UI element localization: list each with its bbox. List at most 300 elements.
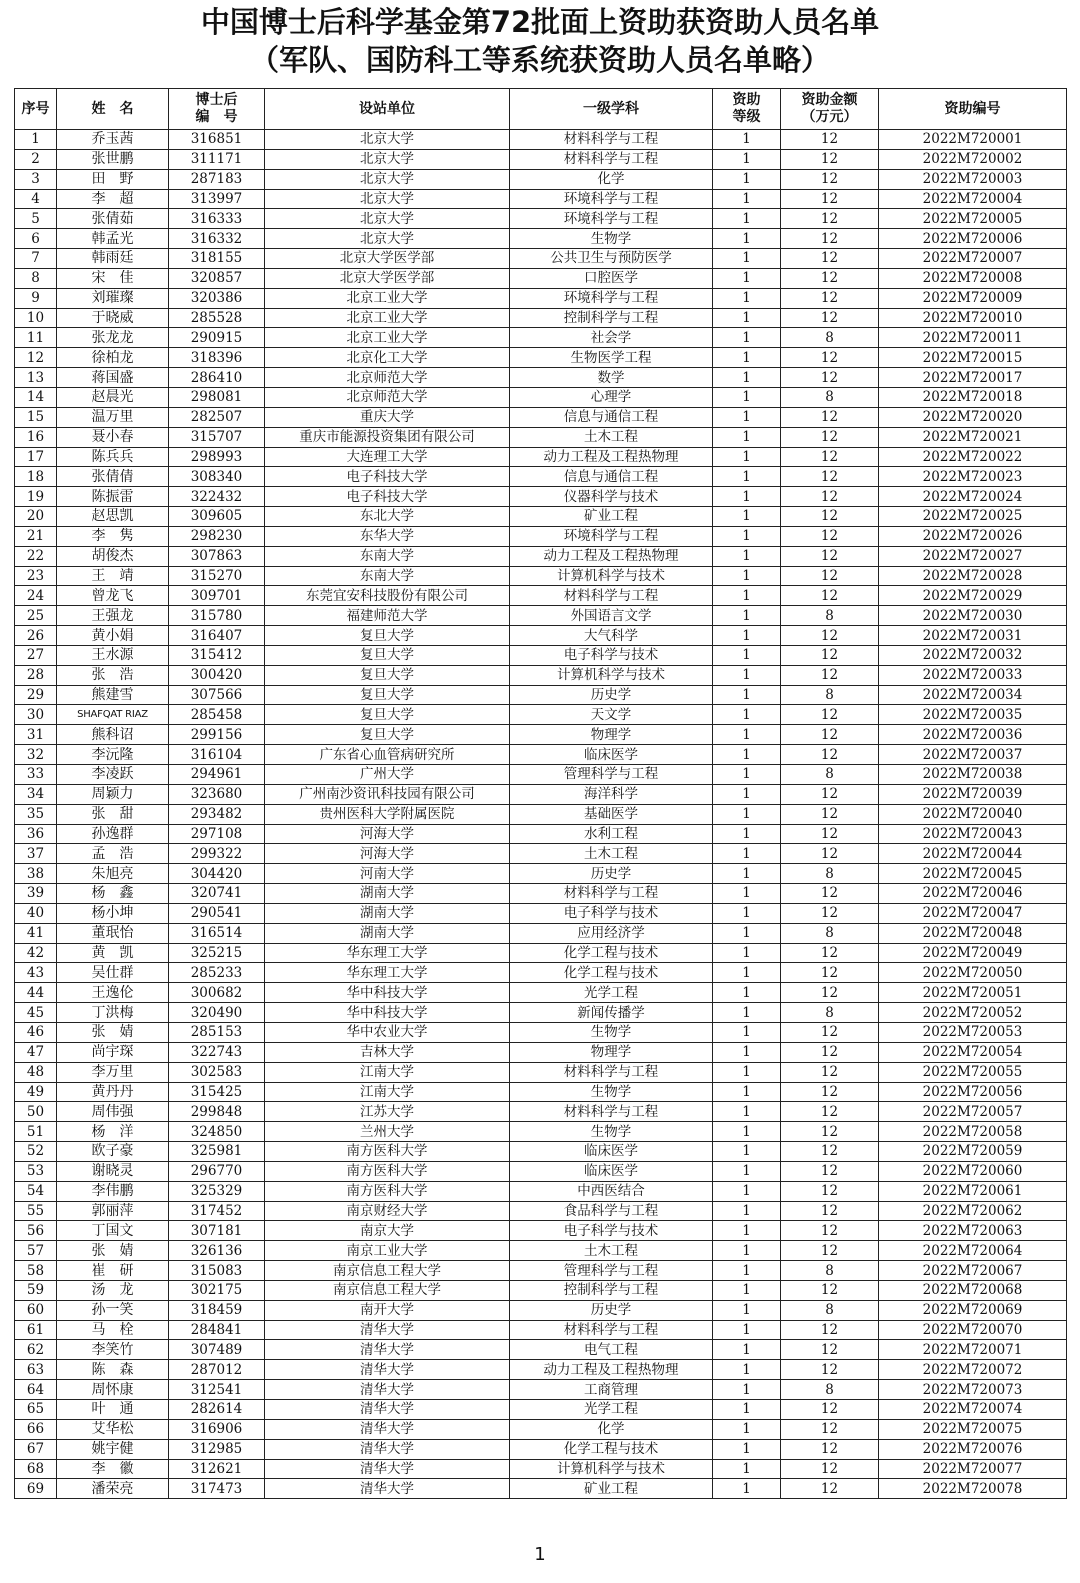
table-row [15, 923, 1067, 943]
cell-postdoc-id: 300420 [169, 665, 265, 685]
cell-amount: 12 [781, 1062, 879, 1082]
cell-grade: 1 [713, 268, 781, 288]
table-row [15, 1459, 1067, 1479]
cell-postdoc-id: 284841 [169, 1320, 265, 1340]
table-row [15, 725, 1067, 745]
cell-amount: 12 [781, 348, 879, 368]
cell-grant-no: 2022M720045 [879, 864, 1067, 884]
cell-grant-no: 2022M720077 [879, 1459, 1067, 1479]
table-row [15, 765, 1067, 785]
header-grant-no: 资助编号 [879, 89, 1067, 130]
cell-grade: 1 [713, 467, 781, 487]
cell-grade: 1 [713, 487, 781, 507]
cell-name: 赵思凯 [57, 507, 169, 527]
cell-discipline: 临床医学 [510, 745, 713, 765]
cell-postdoc-id: 315270 [169, 566, 265, 586]
cell-amount: 12 [781, 705, 879, 725]
cell-name: 王 靖 [57, 566, 169, 586]
cell-name: 王强龙 [57, 606, 169, 626]
cell-grant-no: 2022M720018 [879, 387, 1067, 407]
cell-postdoc-id: 318396 [169, 348, 265, 368]
cell-seq: 23 [15, 566, 57, 586]
cell-postdoc-id: 323680 [169, 784, 265, 804]
table-row [15, 1142, 1067, 1162]
cell-unit: 复旦大学 [265, 705, 510, 725]
cell-grade: 1 [713, 745, 781, 765]
cell-grant-no: 2022M720025 [879, 507, 1067, 527]
cell-grant-no: 2022M720040 [879, 804, 1067, 824]
cell-name: 李万里 [57, 1062, 169, 1082]
cell-name: 吴仕群 [57, 963, 169, 983]
cell-grade: 1 [713, 1003, 781, 1023]
cell-amount: 12 [781, 1241, 879, 1261]
table-row [15, 1280, 1067, 1300]
cell-seq: 59 [15, 1280, 57, 1300]
cell-seq: 26 [15, 626, 57, 646]
cell-seq: 66 [15, 1419, 57, 1439]
cell-unit: 南方医科大学 [265, 1181, 510, 1201]
cell-postdoc-id: 325981 [169, 1142, 265, 1162]
cell-postdoc-id: 302175 [169, 1280, 265, 1300]
cell-discipline: 生物学 [510, 1022, 713, 1042]
cell-name: 董珉怡 [57, 923, 169, 943]
cell-postdoc-id: 285233 [169, 963, 265, 983]
table-row [15, 1300, 1067, 1320]
cell-amount: 12 [781, 407, 879, 427]
cell-postdoc-id: 316407 [169, 626, 265, 646]
cell-grade: 1 [713, 923, 781, 943]
header-postdoc-id: 博士后 编 号 [169, 89, 265, 130]
cell-discipline: 控制科学与工程 [510, 308, 713, 328]
cell-grade: 1 [713, 586, 781, 606]
cell-discipline: 化学工程与技术 [510, 963, 713, 983]
cell-postdoc-id: 318155 [169, 249, 265, 269]
table-row [15, 249, 1067, 269]
cell-postdoc-id: 325329 [169, 1181, 265, 1201]
cell-grade: 1 [713, 1439, 781, 1459]
cell-grade: 1 [713, 387, 781, 407]
cell-grant-no: 2022M720034 [879, 685, 1067, 705]
cell-amount: 12 [781, 903, 879, 923]
table-row [15, 804, 1067, 824]
cell-discipline: 化学工程与技术 [510, 943, 713, 963]
cell-seq: 62 [15, 1340, 57, 1360]
cell-name: 李沅隆 [57, 745, 169, 765]
cell-name: 陈 森 [57, 1360, 169, 1380]
cell-grade: 1 [713, 1400, 781, 1420]
cell-seq: 57 [15, 1241, 57, 1261]
cell-amount: 12 [781, 268, 879, 288]
cell-name: 尚宇琛 [57, 1042, 169, 1062]
cell-unit: 东南大学 [265, 546, 510, 566]
cell-grade: 1 [713, 626, 781, 646]
cell-unit: 北京工业大学 [265, 328, 510, 348]
cell-seq: 48 [15, 1062, 57, 1082]
cell-seq: 47 [15, 1042, 57, 1062]
cell-grant-no: 2022M720047 [879, 903, 1067, 923]
cell-grade: 1 [713, 1419, 781, 1439]
table-row [15, 1042, 1067, 1062]
cell-seq: 39 [15, 884, 57, 904]
cell-unit: 湖南大学 [265, 923, 510, 943]
table-row [15, 645, 1067, 665]
table-row [15, 308, 1067, 328]
table-row [15, 1181, 1067, 1201]
cell-postdoc-id: 312621 [169, 1459, 265, 1479]
cell-postdoc-id: 315425 [169, 1082, 265, 1102]
cell-unit: 南京信息工程大学 [265, 1280, 510, 1300]
cell-unit: 重庆市能源投资集团有限公司 [265, 427, 510, 447]
cell-name: 李 隽 [57, 526, 169, 546]
table-row [15, 130, 1067, 150]
cell-unit: 电子科技大学 [265, 487, 510, 507]
cell-seq: 50 [15, 1102, 57, 1122]
cell-amount: 8 [781, 1300, 879, 1320]
page-title: 中国博士后科学基金第72批面上资助获资助人员名单 [200, 5, 880, 39]
cell-seq: 27 [15, 645, 57, 665]
cell-grade: 1 [713, 1082, 781, 1102]
cell-amount: 12 [781, 1142, 879, 1162]
table-row [15, 685, 1067, 705]
cell-grant-no: 2022M720037 [879, 745, 1067, 765]
cell-amount: 12 [781, 229, 879, 249]
cell-postdoc-id: 298993 [169, 447, 265, 467]
cell-grant-no: 2022M720073 [879, 1380, 1067, 1400]
cell-unit: 南方医科大学 [265, 1161, 510, 1181]
cell-postdoc-id: 316333 [169, 209, 265, 229]
cell-unit: 江南大学 [265, 1082, 510, 1102]
cell-postdoc-id: 320386 [169, 288, 265, 308]
cell-discipline: 外国语言文学 [510, 606, 713, 626]
cell-name: 黄小娟 [57, 626, 169, 646]
table-row [15, 784, 1067, 804]
cell-amount: 8 [781, 387, 879, 407]
cell-postdoc-id: 299156 [169, 725, 265, 745]
cell-grade: 1 [713, 903, 781, 923]
cell-unit: 北京大学 [265, 130, 510, 150]
cell-grade: 1 [713, 864, 781, 884]
cell-discipline: 工商管理 [510, 1380, 713, 1400]
cell-amount: 12 [781, 189, 879, 209]
cell-postdoc-id: 298230 [169, 526, 265, 546]
cell-grant-no: 2022M720030 [879, 606, 1067, 626]
cell-grant-no: 2022M720008 [879, 268, 1067, 288]
cell-grade: 1 [713, 844, 781, 864]
cell-discipline: 光学工程 [510, 1400, 713, 1420]
cell-seq: 56 [15, 1221, 57, 1241]
cell-seq: 20 [15, 507, 57, 527]
cell-grade: 1 [713, 328, 781, 348]
cell-seq: 30 [15, 705, 57, 725]
header-grade: 资助 等级 [713, 89, 781, 130]
cell-amount: 12 [781, 963, 879, 983]
header-discipline: 一级学科 [510, 89, 713, 130]
cell-grant-no: 2022M720078 [879, 1479, 1067, 1499]
cell-name: 谢晓灵 [57, 1161, 169, 1181]
cell-postdoc-id: 290541 [169, 903, 265, 923]
cell-amount: 12 [781, 566, 879, 586]
cell-seq: 13 [15, 368, 57, 388]
cell-grant-no: 2022M720026 [879, 526, 1067, 546]
cell-name: 孙逸群 [57, 824, 169, 844]
cell-grant-no: 2022M720049 [879, 943, 1067, 963]
cell-discipline: 光学工程 [510, 983, 713, 1003]
cell-discipline: 信息与通信工程 [510, 407, 713, 427]
cell-postdoc-id: 315412 [169, 645, 265, 665]
cell-grade: 1 [713, 983, 781, 1003]
cell-seq: 19 [15, 487, 57, 507]
cell-name: 李 徽 [57, 1459, 169, 1479]
cell-postdoc-id: 309605 [169, 507, 265, 527]
cell-postdoc-id: 317452 [169, 1201, 265, 1221]
cell-postdoc-id: 285528 [169, 308, 265, 328]
cell-discipline: 物理学 [510, 1042, 713, 1062]
cell-grade: 1 [713, 1122, 781, 1142]
cell-seq: 12 [15, 348, 57, 368]
table-row [15, 1380, 1067, 1400]
cell-name: 张倩茹 [57, 209, 169, 229]
cell-amount: 12 [781, 1181, 879, 1201]
cell-grant-no: 2022M720062 [879, 1201, 1067, 1221]
cell-amount: 8 [781, 1380, 879, 1400]
cell-postdoc-id: 287183 [169, 169, 265, 189]
cell-name: 曾龙飞 [57, 586, 169, 606]
cell-grade: 1 [713, 1280, 781, 1300]
cell-postdoc-id: 290915 [169, 328, 265, 348]
cell-seq: 24 [15, 586, 57, 606]
cell-amount: 12 [781, 368, 879, 388]
cell-grade: 1 [713, 1221, 781, 1241]
cell-unit: 湖南大学 [265, 903, 510, 923]
header-name: 姓 名 [57, 89, 169, 130]
table-row [15, 1320, 1067, 1340]
cell-postdoc-id: 311171 [169, 149, 265, 169]
cell-name: 李笑竹 [57, 1340, 169, 1360]
cell-name: 陈兵兵 [57, 447, 169, 467]
cell-unit: 湖南大学 [265, 884, 510, 904]
cell-grade: 1 [713, 1102, 781, 1122]
cell-unit: 复旦大学 [265, 725, 510, 745]
cell-discipline: 仪器科学与技术 [510, 487, 713, 507]
cell-unit: 清华大学 [265, 1459, 510, 1479]
cell-discipline: 动力工程及工程热物理 [510, 1360, 713, 1380]
cell-unit: 南京财经大学 [265, 1201, 510, 1221]
cell-discipline: 材料科学与工程 [510, 1062, 713, 1082]
cell-seq: 35 [15, 804, 57, 824]
table-row [15, 1201, 1067, 1221]
cell-postdoc-id: 325215 [169, 943, 265, 963]
cell-discipline: 电气工程 [510, 1340, 713, 1360]
cell-seq: 69 [15, 1479, 57, 1499]
cell-discipline: 口腔医学 [510, 268, 713, 288]
cell-amount: 12 [781, 983, 879, 1003]
cell-postdoc-id: 318459 [169, 1300, 265, 1320]
cell-amount: 12 [781, 1042, 879, 1062]
cell-seq: 61 [15, 1320, 57, 1340]
cell-unit: 北京大学 [265, 209, 510, 229]
cell-unit: 复旦大学 [265, 626, 510, 646]
cell-grant-no: 2022M720051 [879, 983, 1067, 1003]
cell-postdoc-id: 294961 [169, 765, 265, 785]
cell-discipline: 生物医学工程 [510, 348, 713, 368]
cell-unit: 河海大学 [265, 824, 510, 844]
cell-discipline: 环境科学与工程 [510, 209, 713, 229]
cell-seq: 55 [15, 1201, 57, 1221]
cell-unit: 贵州医科大学附属医院 [265, 804, 510, 824]
cell-name: 张 浩 [57, 665, 169, 685]
cell-amount: 8 [781, 1003, 879, 1023]
cell-grade: 1 [713, 249, 781, 269]
cell-unit: 清华大学 [265, 1479, 510, 1499]
cell-amount: 12 [781, 209, 879, 229]
table-row [15, 824, 1067, 844]
cell-unit: 南开大学 [265, 1300, 510, 1320]
cell-name: 丁洪梅 [57, 1003, 169, 1023]
cell-grade: 1 [713, 149, 781, 169]
cell-discipline: 环境科学与工程 [510, 526, 713, 546]
cell-unit: 东华大学 [265, 526, 510, 546]
cell-grant-no: 2022M720050 [879, 963, 1067, 983]
table-row [15, 407, 1067, 427]
cell-postdoc-id: 320490 [169, 1003, 265, 1023]
cell-grade: 1 [713, 606, 781, 626]
cell-grant-no: 2022M720052 [879, 1003, 1067, 1023]
page-number: 1 [534, 1544, 546, 1565]
cell-grade: 1 [713, 665, 781, 685]
cell-amount: 12 [781, 1022, 879, 1042]
cell-name: 周颖力 [57, 784, 169, 804]
cell-unit: 河南大学 [265, 864, 510, 884]
cell-amount: 12 [781, 745, 879, 765]
cell-seq: 36 [15, 824, 57, 844]
cell-postdoc-id: 307566 [169, 685, 265, 705]
cell-unit: 广州南沙资讯科技园有限公司 [265, 784, 510, 804]
cell-name: 孙一笑 [57, 1300, 169, 1320]
cell-discipline: 管理科学与工程 [510, 765, 713, 785]
cell-grade: 1 [713, 427, 781, 447]
cell-postdoc-id: 316906 [169, 1419, 265, 1439]
cell-postdoc-id: 322432 [169, 487, 265, 507]
cell-seq: 29 [15, 685, 57, 705]
cell-name: 温万里 [57, 407, 169, 427]
cell-grant-no: 2022M720076 [879, 1439, 1067, 1459]
cell-unit: 北京师范大学 [265, 368, 510, 388]
cell-amount: 8 [781, 765, 879, 785]
cell-discipline: 土木工程 [510, 427, 713, 447]
cell-seq: 6 [15, 229, 57, 249]
cell-amount: 12 [781, 1400, 879, 1420]
cell-grant-no: 2022M720017 [879, 368, 1067, 388]
cell-unit: 河海大学 [265, 844, 510, 864]
cell-amount: 12 [781, 507, 879, 527]
cell-name: 张世鹏 [57, 149, 169, 169]
cell-grant-no: 2022M720003 [879, 169, 1067, 189]
cell-grant-no: 2022M720036 [879, 725, 1067, 745]
cell-discipline: 信息与通信工程 [510, 467, 713, 487]
cell-name: 姚宇健 [57, 1439, 169, 1459]
cell-discipline: 动力工程及工程热物理 [510, 546, 713, 566]
cell-discipline: 历史学 [510, 864, 713, 884]
cell-discipline: 基础医学 [510, 804, 713, 824]
cell-name: 周伟强 [57, 1102, 169, 1122]
cell-discipline: 土木工程 [510, 844, 713, 864]
table-row [15, 427, 1067, 447]
cell-seq: 17 [15, 447, 57, 467]
cell-postdoc-id: 282614 [169, 1400, 265, 1420]
cell-name: 孟 浩 [57, 844, 169, 864]
cell-grade: 1 [713, 546, 781, 566]
cell-seq: 41 [15, 923, 57, 943]
cell-seq: 54 [15, 1181, 57, 1201]
cell-seq: 21 [15, 526, 57, 546]
cell-amount: 12 [781, 546, 879, 566]
cell-seq: 42 [15, 943, 57, 963]
cell-amount: 12 [781, 1459, 879, 1479]
table-row [15, 1082, 1067, 1102]
cell-grant-no: 2022M720060 [879, 1161, 1067, 1181]
table-row [15, 268, 1067, 288]
cell-unit: 复旦大学 [265, 665, 510, 685]
cell-amount: 8 [781, 1261, 879, 1281]
cell-postdoc-id: 317473 [169, 1479, 265, 1499]
cell-seq: 28 [15, 665, 57, 685]
cell-seq: 38 [15, 864, 57, 884]
cell-postdoc-id: 320857 [169, 268, 265, 288]
cell-postdoc-id: 285458 [169, 705, 265, 725]
cell-amount: 12 [781, 288, 879, 308]
cell-grade: 1 [713, 824, 781, 844]
cell-seq: 44 [15, 983, 57, 1003]
cell-name: 韩孟光 [57, 229, 169, 249]
cell-postdoc-id: 293482 [169, 804, 265, 824]
cell-grant-no: 2022M720039 [879, 784, 1067, 804]
cell-discipline: 电子科学与技术 [510, 903, 713, 923]
cell-postdoc-id: 316104 [169, 745, 265, 765]
cell-unit: 南方医科大学 [265, 1142, 510, 1162]
cell-name: 胡俊杰 [57, 546, 169, 566]
cell-grade: 1 [713, 130, 781, 150]
cell-grant-no: 2022M720043 [879, 824, 1067, 844]
cell-grant-no: 2022M720061 [879, 1181, 1067, 1201]
cell-grant-no: 2022M720022 [879, 447, 1067, 467]
cell-discipline: 材料科学与工程 [510, 1102, 713, 1122]
cell-postdoc-id: 302583 [169, 1062, 265, 1082]
cell-unit: 南京工业大学 [265, 1241, 510, 1261]
cell-grade: 1 [713, 189, 781, 209]
cell-grade: 1 [713, 784, 781, 804]
cell-amount: 12 [781, 784, 879, 804]
cell-amount: 12 [781, 1280, 879, 1300]
cell-seq: 64 [15, 1380, 57, 1400]
cell-unit: 大连理工大学 [265, 447, 510, 467]
cell-seq: 10 [15, 308, 57, 328]
table-row [15, 1439, 1067, 1459]
cell-discipline: 材料科学与工程 [510, 1320, 713, 1340]
cell-seq: 60 [15, 1300, 57, 1320]
cell-unit: 北京大学医学部 [265, 268, 510, 288]
cell-amount: 12 [781, 1161, 879, 1181]
table-row [15, 1003, 1067, 1023]
cell-grant-no: 2022M720004 [879, 189, 1067, 209]
cell-grant-no: 2022M720070 [879, 1320, 1067, 1340]
cell-discipline: 矿业工程 [510, 507, 713, 527]
cell-discipline: 生物学 [510, 229, 713, 249]
cell-amount: 12 [781, 1082, 879, 1102]
table-row [15, 169, 1067, 189]
table-row [15, 903, 1067, 923]
cell-grant-no: 2022M720074 [879, 1400, 1067, 1420]
cell-amount: 12 [781, 665, 879, 685]
